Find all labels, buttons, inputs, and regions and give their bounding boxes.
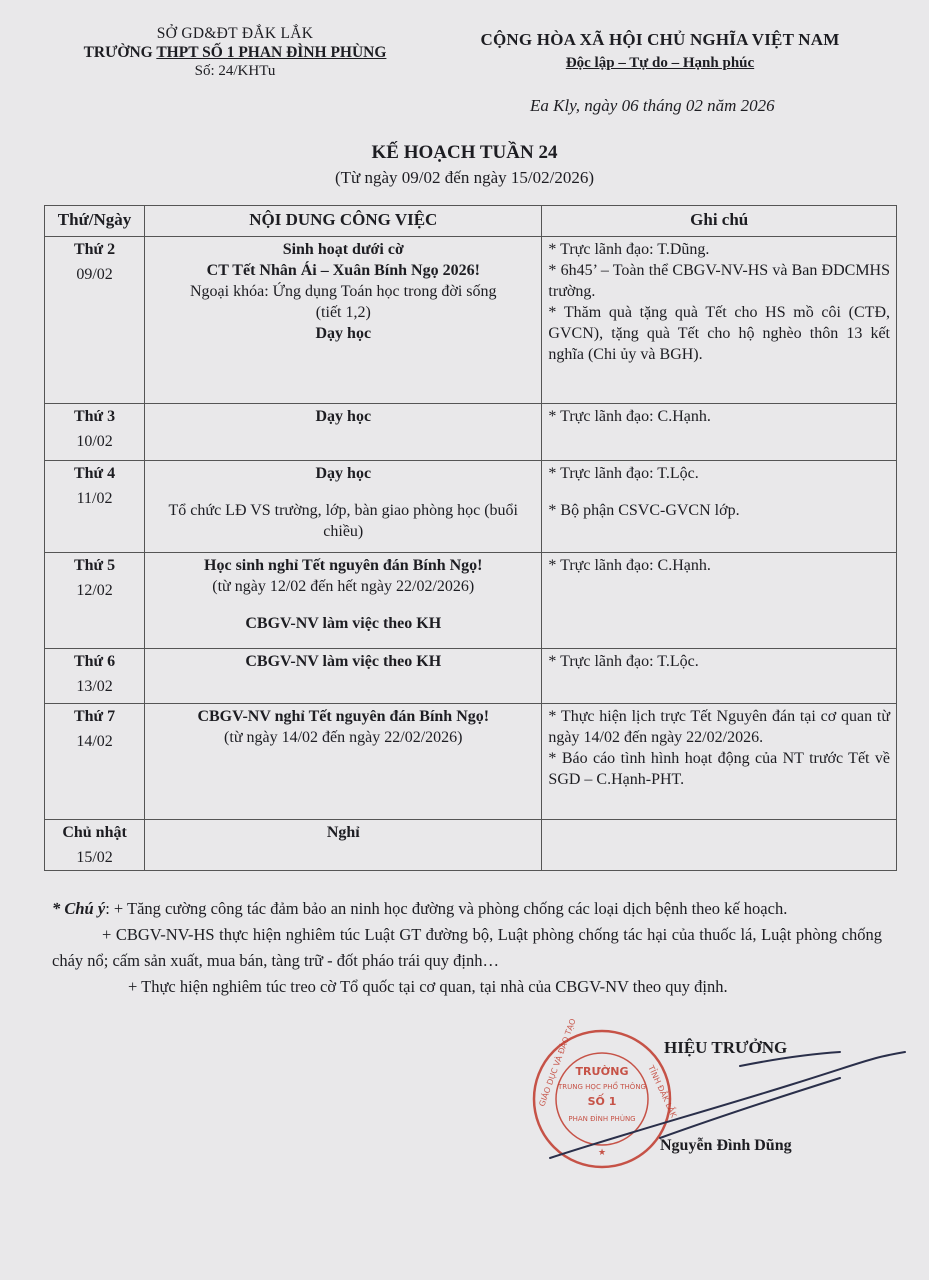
content-line: (tiết 1,2) <box>315 304 371 321</box>
place-date: Ea Kly, ngày 06 tháng 02 năm 2026 <box>530 96 775 115</box>
content-line: Dạy học <box>315 408 372 425</box>
table-row <box>45 704 897 820</box>
issuer-block <box>30 24 440 81</box>
table-row <box>45 649 897 704</box>
date-label: 12/02 <box>76 582 113 599</box>
note-line: * Thực hiện lịch trực Tết Nguyên đán tại cơ quan từ ngày 14/02 đến ngày 22/02/2026. <box>548 708 890 746</box>
note-line: * Trực lãnh đạo: T.Lộc. <box>548 465 699 482</box>
column-header-content: NỘI DUNG CÔNG VIỆC <box>145 206 542 237</box>
content-cell <box>145 404 542 461</box>
date-label: 14/02 <box>76 733 113 750</box>
notes-cell <box>542 404 897 461</box>
column-header-notes: Ghi chú <box>542 206 897 237</box>
day-cell <box>45 820 145 871</box>
note-line: * Trực lãnh đạo: C.Hạnh. <box>548 557 711 574</box>
content-line: Nghỉ <box>326 824 360 841</box>
national-motto: Độc lập – Tự do – Hạnh phúc <box>565 55 755 71</box>
notes-cell <box>542 820 897 871</box>
country-name: CỘNG HÒA XÃ HỘI CHỦ NGHĨA VIỆT NAM <box>480 30 840 49</box>
content-line: Sinh hoạt dưới cờ <box>282 241 404 258</box>
column-header-day: Thứ/Ngày <box>45 206 145 237</box>
content-cell <box>145 704 542 820</box>
svg-text:TRƯỜNG: TRƯỜNG <box>575 1065 629 1078</box>
day-label: Thứ 2 <box>73 241 116 258</box>
date-label: 13/02 <box>76 678 113 695</box>
attention-text: : + Tăng cường công tác đảm bảo an ninh học đường và phòng chống các loại dịch bệnh theo kế hoạch. <box>105 899 788 918</box>
day-label: Chủ nhật <box>62 824 127 841</box>
svg-text:PHAN ĐÌNH PHÙNG: PHAN ĐÌNH PHÙNG <box>568 1115 636 1123</box>
note-paragraph-3: + Thực hiện nghiêm túc treo cờ Tổ quốc tại cơ quan, tại nhà của CBGV-NV theo quy định. <box>128 977 728 996</box>
note-paragraph-2: + CBGV-NV-HS thực hiện nghiêm túc Luật GT đường bộ, Luật phòng chống tác hại của thuốc lá, Luật phòng chống cháy nổ; cấm sản xuất, mua bán, tàng trữ - đốt pháo trái quy định… <box>52 925 882 970</box>
note-paragraph-1 <box>52 896 882 922</box>
day-label: Thứ 7 <box>73 708 116 725</box>
day-cell <box>45 237 145 404</box>
svg-text:TRUNG HỌC PHỔ THÔNG: TRUNG HỌC PHỔ THÔNG <box>558 1083 646 1091</box>
table-row <box>45 237 897 404</box>
content-line: Học sinh nghỉ Tết nguyên đán Bính Ngọ! <box>204 557 483 574</box>
day-label: Thứ 6 <box>73 653 116 670</box>
date-label: 11/02 <box>76 490 113 507</box>
date-label: 09/02 <box>76 266 113 283</box>
national-header <box>440 30 880 72</box>
svg-text:SỐ 1: SỐ 1 <box>587 1095 617 1108</box>
signatory-title: HIỆU TRƯỞNG <box>664 1038 788 1057</box>
notes-cell <box>542 461 897 553</box>
day-cell <box>45 704 145 820</box>
note-line: * 6h45’ – Toàn thể CBGV-NV-HS và Ban ĐDCMHS trường. <box>548 262 890 300</box>
table-row <box>45 404 897 461</box>
content-line: CBGV-NV nghỉ Tết nguyên đán Bính Ngọ! <box>197 708 490 725</box>
signatory-name: Nguyễn Đình Dũng <box>660 1137 792 1154</box>
note-line: * Bộ phận CSVC-GVCN lớp. <box>548 502 740 519</box>
notes-cell <box>542 704 897 820</box>
weekly-plan-table <box>44 205 897 871</box>
document-number: Số: 24/KHTu <box>194 63 276 79</box>
content-line: Ngoại khóa: Ứng dụng Toán học trong đời sống <box>189 283 497 300</box>
table-row <box>45 553 897 649</box>
attention-label: * Chú ý <box>52 899 106 918</box>
footer-notes <box>52 896 882 1000</box>
table-header-row <box>45 206 897 237</box>
note-line: * Trực lãnh đạo: T.Lộc. <box>548 653 699 670</box>
document-subtitle: (Từ ngày 09/02 đến ngày 15/02/2026) <box>335 168 594 187</box>
day-cell <box>45 553 145 649</box>
date-label: 10/02 <box>76 433 113 450</box>
day-cell <box>45 461 145 553</box>
content-cell <box>145 649 542 704</box>
notes-cell <box>542 553 897 649</box>
content-line: Dạy học <box>315 325 372 342</box>
content-line: CT Tết Nhân Ái – Xuân Bính Ngọ 2026! <box>206 262 480 279</box>
content-line: CBGV-NV làm việc theo KH <box>245 615 442 632</box>
content-cell <box>145 553 542 649</box>
department-name: SỞ GD&ĐT ĐẮK LẮK <box>156 25 314 42</box>
content-cell <box>145 820 542 871</box>
content-line: Tổ chức LĐ VS trường, lớp, bàn giao phòng học (buổi chiều) <box>168 502 518 540</box>
day-cell <box>45 404 145 461</box>
content-line: (từ ngày 14/02 đến ngày 22/02/2026) <box>224 729 463 746</box>
content-cell <box>145 237 542 404</box>
school-prefix: TRƯỜNG <box>83 44 157 61</box>
school-name: THPT SỐ 1 PHAN ĐÌNH PHÙNG <box>156 44 387 61</box>
note-line: * Báo cáo tình hình hoạt động của NT trước Tết về SGD – C.Hạnh-PHT. <box>548 750 890 788</box>
notes-cell <box>542 649 897 704</box>
school-name-line <box>30 43 440 62</box>
svg-text:TỈNH ĐẮK LẮK: TỈNH ĐẮK LẮK <box>646 1064 679 1119</box>
table-row <box>45 820 897 871</box>
day-label: Thứ 5 <box>73 557 116 574</box>
svg-text:★: ★ <box>597 1148 607 1158</box>
content-cell <box>145 461 542 553</box>
day-label: Thứ 4 <box>73 465 116 482</box>
content-line: CBGV-NV làm việc theo KH <box>245 653 442 670</box>
note-line: * Trực lãnh đạo: T.Dũng. <box>548 241 710 258</box>
day-label: Thứ 3 <box>73 408 116 425</box>
table-row <box>45 461 897 553</box>
note-line: * Thăm quà tặng quà Tết cho HS mồ côi (CTĐ, GVCN), tặng quà Tết cho hộ nghèo thôn 13 kết nghĩa (Chi ủy và BGH). <box>548 304 890 363</box>
notes-cell <box>542 237 897 404</box>
content-line: (từ ngày 12/02 đến hết ngày 22/02/2026) <box>212 578 475 595</box>
document-title: KẾ HOẠCH TUẦN 24 <box>371 142 558 163</box>
svg-text:GIÁO DỤC VÀ ĐÀO TẠO: GIÁO DỤC VÀ ĐÀO TẠO <box>537 1017 578 1108</box>
day-cell <box>45 649 145 704</box>
note-line: * Trực lãnh đạo: C.Hạnh. <box>548 408 711 425</box>
content-line: Dạy học <box>315 465 372 482</box>
date-label: 15/02 <box>76 849 113 866</box>
